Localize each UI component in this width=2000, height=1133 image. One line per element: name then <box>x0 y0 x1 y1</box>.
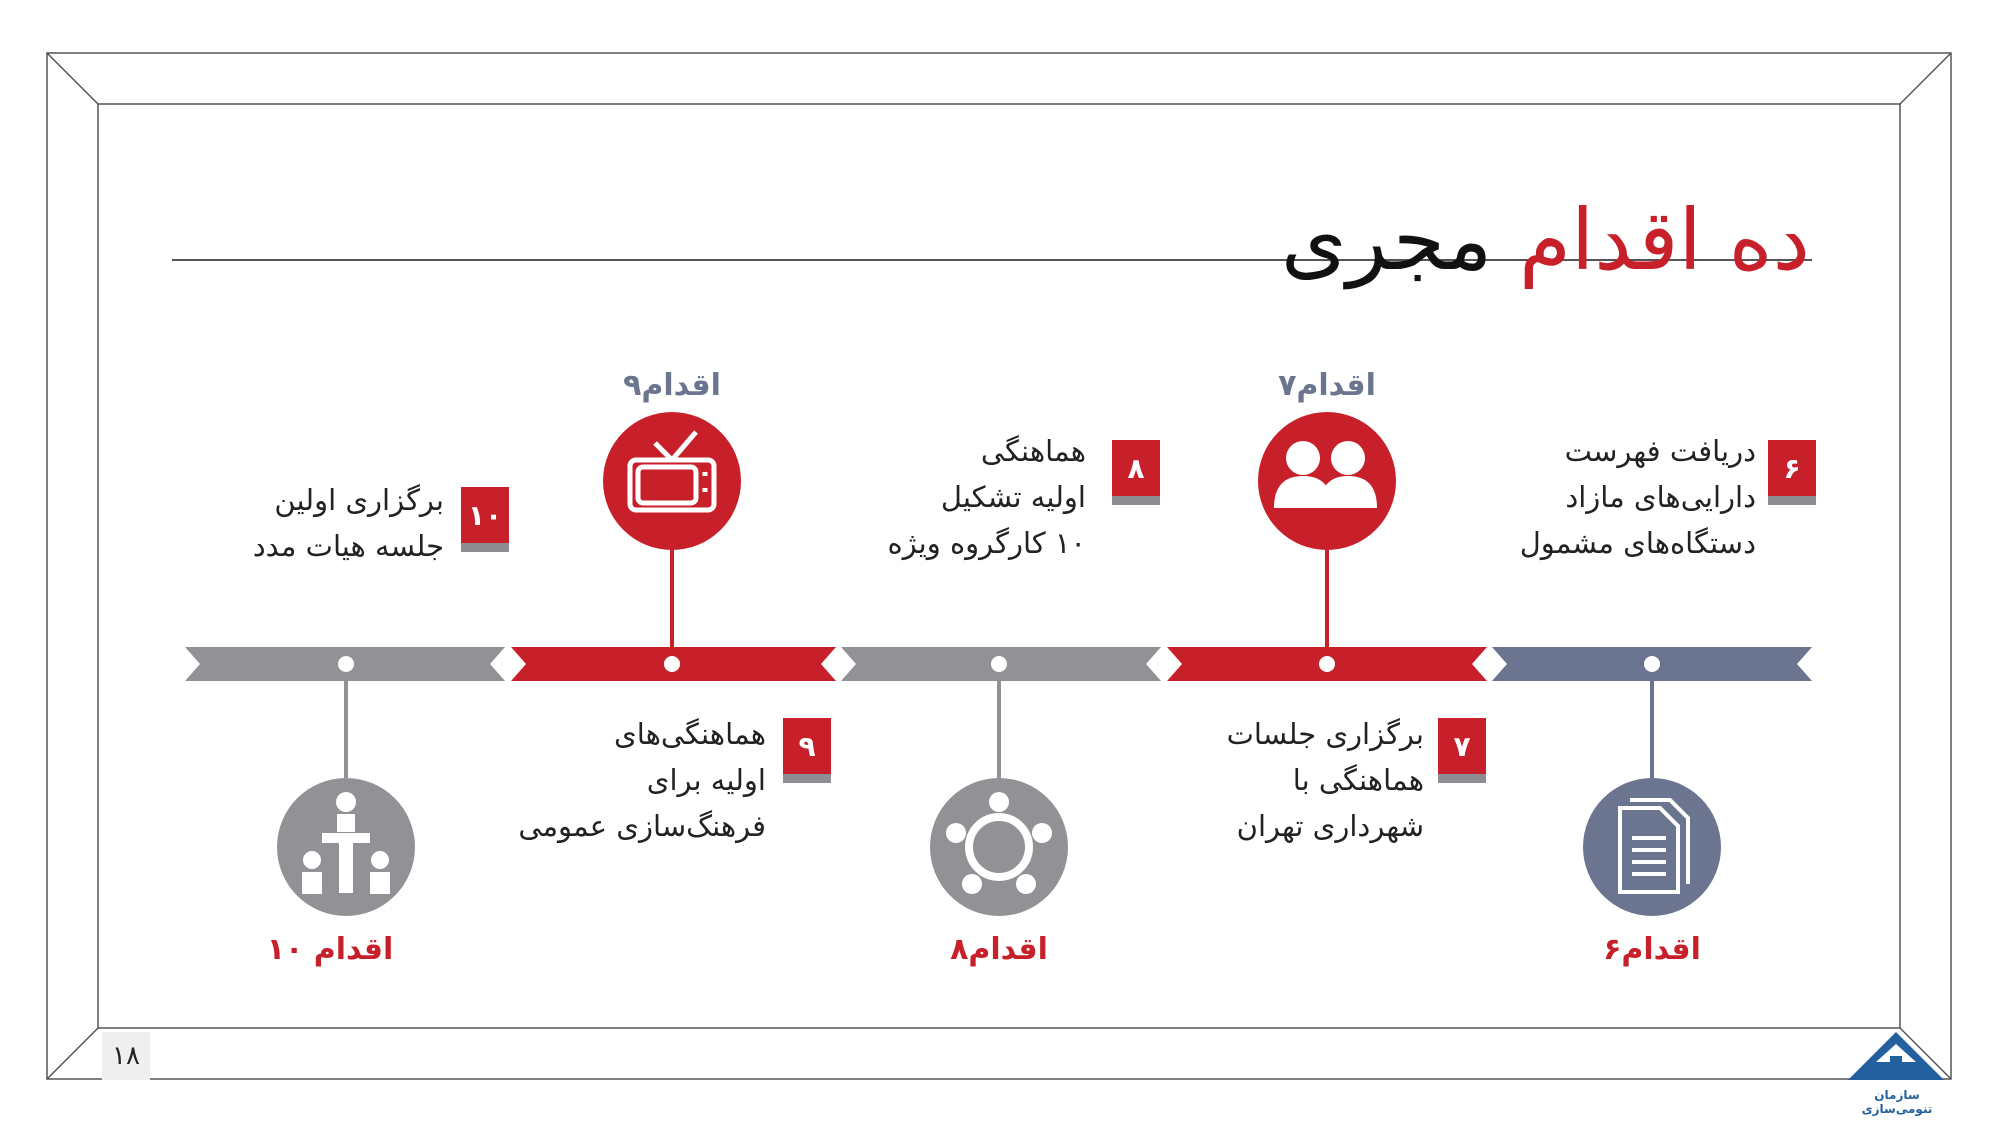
step-description-10 <box>144 477 444 569</box>
description-line: فرهنگ‌سازی عمومی <box>518 809 766 843</box>
description-line: شهرداری تهران <box>1236 809 1424 843</box>
title-highlight: ده اقدام <box>1518 191 1810 289</box>
step-description-9 <box>466 711 766 849</box>
organization-logo <box>1848 1032 1944 1080</box>
description-line: اولیه برای <box>646 763 766 797</box>
description-line: جلسه هیات مدد <box>252 529 444 563</box>
step-9-icon-circle <box>603 412 741 550</box>
step-label-9: اقدام۹ <box>623 368 721 403</box>
title-rest: مجری <box>1280 191 1493 289</box>
description-line: برگزاری جلسات <box>1226 717 1424 751</box>
step-10-icon-circle <box>277 778 415 916</box>
step-label-7: اقدام۷ <box>1278 368 1376 403</box>
page-title <box>1281 190 1810 290</box>
step-badge-6: ۶ <box>1768 440 1816 496</box>
description-line: هماهنگی <box>980 434 1086 468</box>
timeline-dot-10 <box>338 656 354 672</box>
step-label-6: اقدام۶ <box>1603 932 1701 967</box>
timeline-dot-9 <box>664 656 680 672</box>
timeline-dot-6 <box>1644 656 1660 672</box>
step-badge-8: ۸ <box>1112 440 1160 496</box>
description-line: دریافت فهرست <box>1564 434 1756 468</box>
timeline-dot-8 <box>991 656 1007 672</box>
description-line: هماهنگی با <box>1292 763 1424 797</box>
step-badge-10: ۱۰ <box>461 487 509 543</box>
step-badge-9: ۹ <box>783 718 831 774</box>
description-line: اولیه تشکیل <box>940 480 1086 514</box>
description-line: دستگاه‌های مشمول <box>1519 526 1756 560</box>
step-label-10: اقدام ۱۰ <box>266 932 394 967</box>
step-label-8: اقدام۸ <box>950 932 1048 967</box>
step-badge-7: ۷ <box>1438 718 1486 774</box>
step-7-icon-circle <box>1258 412 1396 550</box>
step-8-icon-circle <box>930 778 1068 916</box>
timeline-dot-7 <box>1319 656 1335 672</box>
description-line: هماهنگی‌های <box>614 717 766 751</box>
description-line: ۱۰ کارگروه ویژه <box>887 526 1086 560</box>
step-description-8 <box>786 428 1086 566</box>
logo-caption: سازمان تنومی‌سازی <box>1861 1088 1933 1116</box>
description-line: برگزاری اولین <box>274 483 444 517</box>
step-6-icon-circle <box>1583 778 1721 916</box>
step-description-6 <box>1456 428 1756 566</box>
step-description-7 <box>1124 711 1424 849</box>
description-line: دارایی‌های مازاد <box>1565 480 1756 514</box>
page-number: ۱۸ <box>102 1032 150 1080</box>
